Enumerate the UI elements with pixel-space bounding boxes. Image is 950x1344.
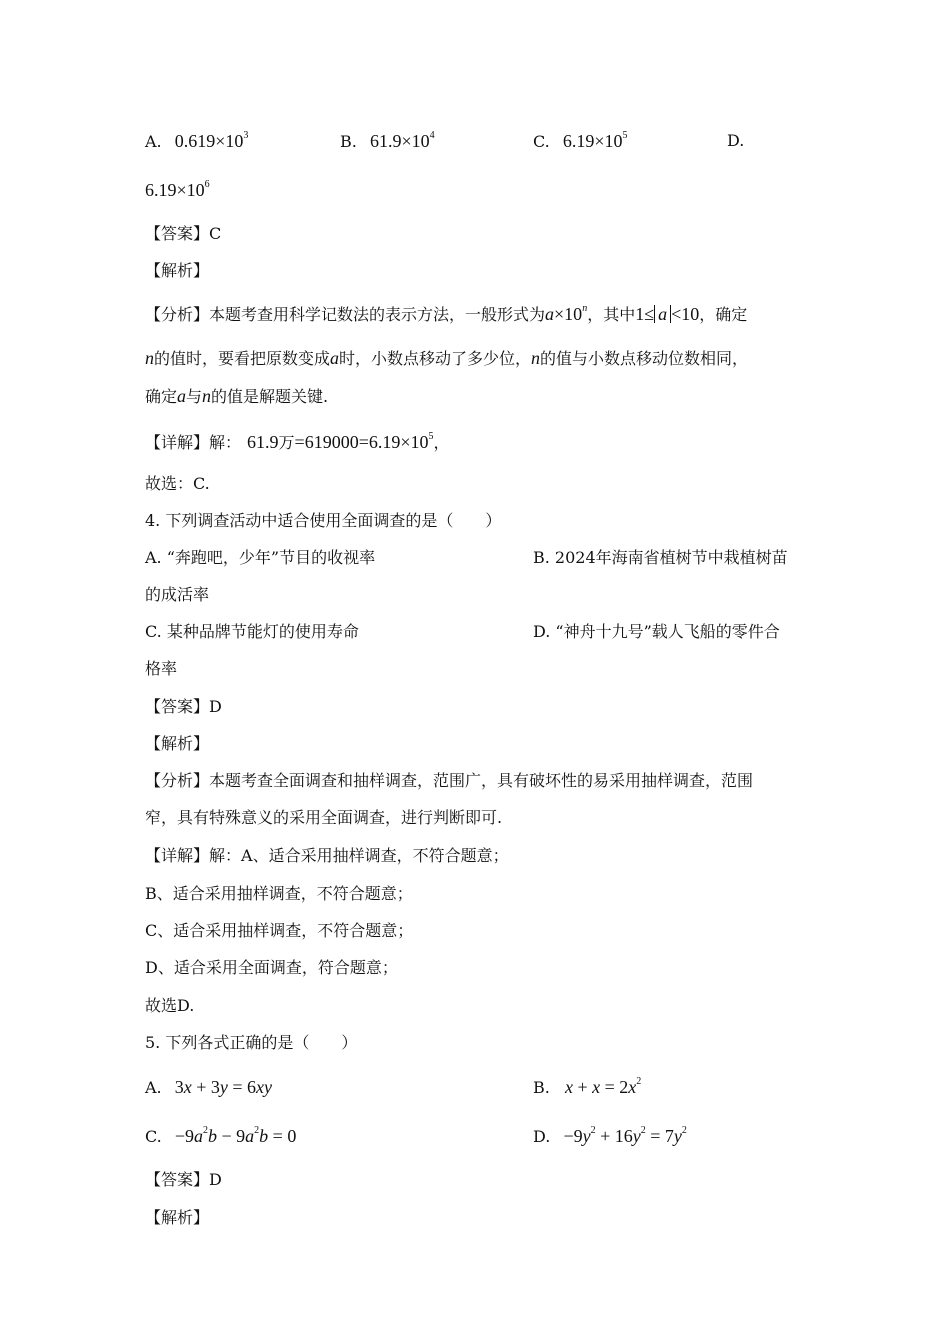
- q5-answer: 【答案】D: [145, 1170, 222, 1189]
- option-d-value: $6.19\times 10^6$: [145, 179, 210, 200]
- q4-option-a: A. “奔跑吧，少年”节目的收视率: [145, 548, 376, 567]
- q5-option-b: B. $x + x = 2x^2$: [533, 1076, 642, 1097]
- q3-conclusion: 故选：C.: [145, 474, 210, 493]
- q4-analysis-line1: 【分析】本题考查全面调查和抽样调查，范围广，具有破坏性的易采用抽样调查，范围: [145, 771, 754, 790]
- q4-option-c: C. 某种品牌节能灯的使用寿命: [145, 622, 359, 641]
- option-a: A. $0.619\times 10^3$: [145, 130, 249, 151]
- q4-jiexi: 【解析】: [145, 734, 210, 753]
- q4-stem: 4. 下列调查活动中适合使用全面调查的是（ ）: [145, 511, 502, 530]
- q4-option-d-cont: 格率: [145, 659, 178, 678]
- q3-analysis-line3: 确定a与n的值是解题关键.: [145, 386, 329, 406]
- q5-option-d: D. $-9y^2 + 16y^2 = 7y^2$: [533, 1125, 687, 1146]
- q5-stem: 5. 下列各式正确的是（ ）: [145, 1033, 358, 1052]
- q4-option-b: B. 2024年海南省植树节中栽植树苗: [533, 548, 788, 567]
- q3-analysis-line1: 【分析】本题考查用科学记数法的表示方法，一般形式为$a\times 10^n$，其中1≤ a <10，确定: [145, 303, 748, 324]
- q3-analysis-line2: n的值时，要看把原数变成a时，小数点移动了多少位，n的值与小数点移动位数相同，: [145, 348, 749, 368]
- option-b: B. $61.9\times 10^4$: [340, 130, 435, 151]
- option-d-label: D.: [727, 131, 745, 150]
- q3-answer: 【答案】C: [145, 224, 222, 243]
- q5-jiexi: 【解析】: [145, 1208, 210, 1227]
- q4-conclusion: 故选D.: [145, 996, 195, 1015]
- option-c: C. $6.19\times 10^5$: [533, 130, 628, 151]
- q3-detail: 【详解】解： 61.9万$=619000=6.19\times 10^5$，: [145, 431, 450, 452]
- q4-detail-line1: 【详解】解：A、适合采用抽样调查，不符合题意；: [145, 846, 509, 865]
- q4-option-b-cont: 的成活率: [145, 585, 210, 604]
- q5-option-c: C. $-9a^2b - 9a^2b = 0$: [145, 1125, 297, 1146]
- q4-detail-line3: C、适合采用抽样调查，不符合题意；: [145, 921, 414, 940]
- q4-detail-line4: D、适合采用全面调查，符合题意；: [145, 958, 398, 977]
- q4-answer: 【答案】D: [145, 697, 222, 716]
- q4-analysis-line2: 窄，具有特殊意义的采用全面调查，进行判断即可.: [145, 808, 503, 827]
- q5-option-a: A. 3x + 3y = 6xy: [145, 1077, 273, 1097]
- q3-jiexi: 【解析】: [145, 261, 210, 280]
- q4-detail-line2: B、适合采用抽样调查，不符合题意；: [145, 884, 413, 903]
- q4-option-d: D. “神舟十九号”载人飞船的零件合: [533, 622, 780, 641]
